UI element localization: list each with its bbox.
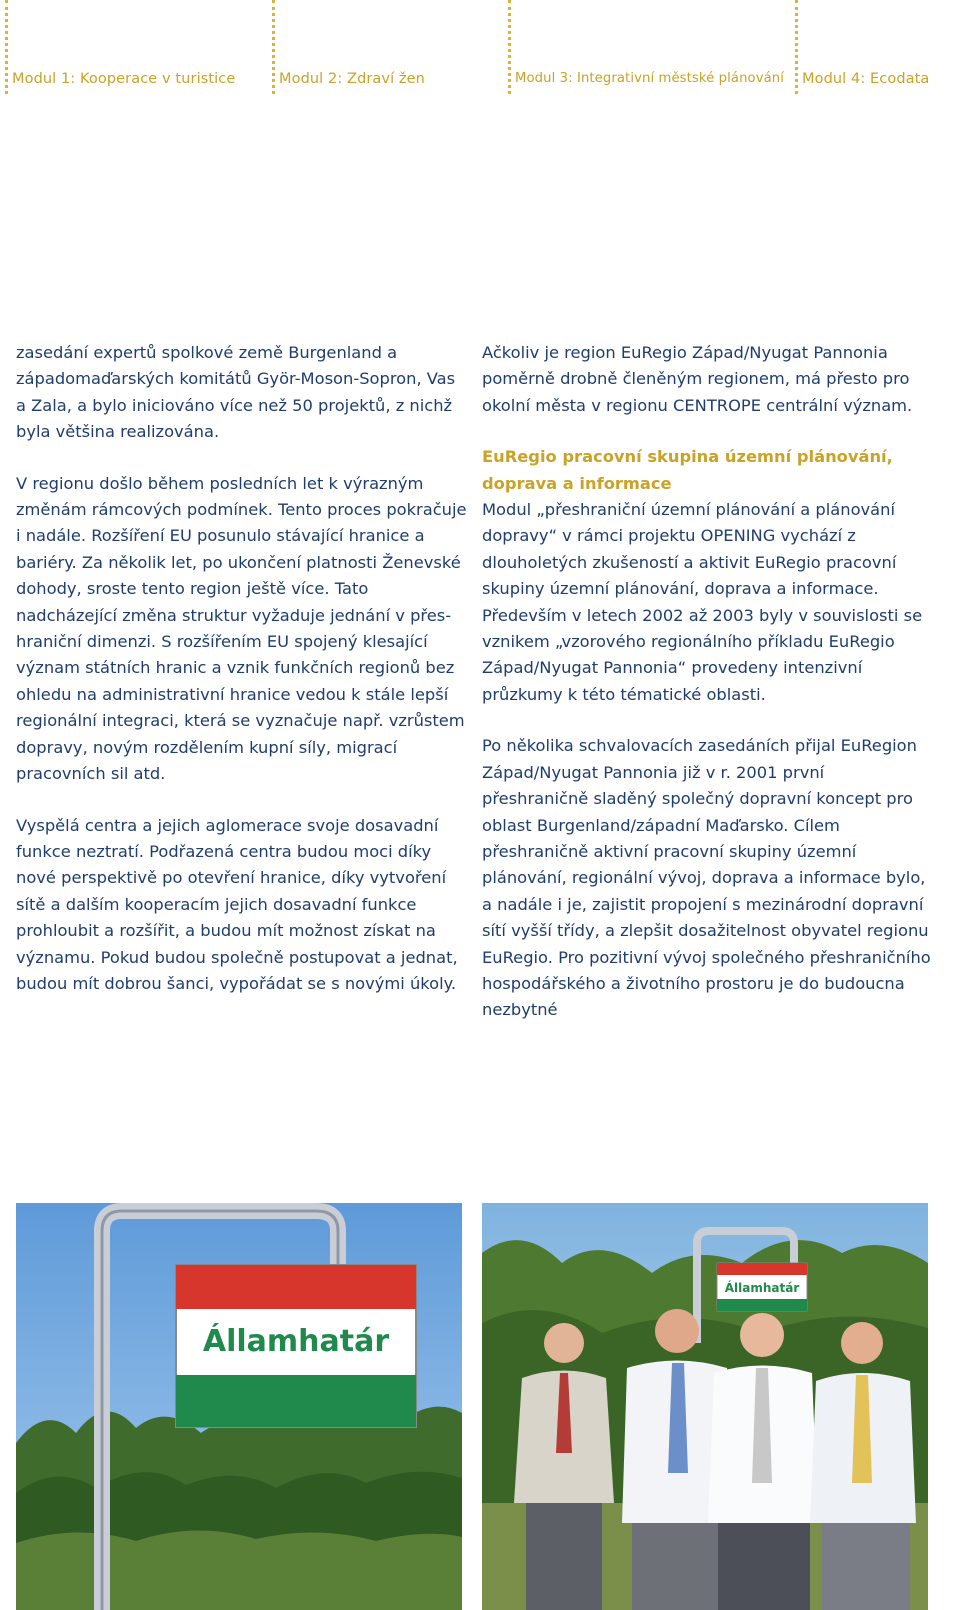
sign-text-left: Államhatár [202,1324,390,1359]
tab-modul-4-label: Modul 4: Ecodata [802,71,930,87]
left-paragraph-3: Vyspělá centra a jejich aglomerace svoje dosavadní funkce neztratí. Podřazená centra budou moci díky nové perspektivě po otevření hranice, díky vytvoření sítě a dalším kooperacím jejich dosavadní funkce prohloubit a rozšířit, a budou mít možnost získat na významu. Pokud budou společně postupovat a jednat, budou mít dobrou šanci, vypořádat se s novými úkoly. [16,815,458,993]
right-column [482,340,934,1049]
right-intro: Ačkoliv je region EuRegio Západ/Nyugat Pannonia poměrně drobně členěným regionem, má přesto pro okolní města v regionu CENTROPE centrální význam. [482,343,913,415]
right-paragraph-1: Modul „přeshraniční územní plánování a plánování dopravy“ v rámci projektu OPENING vychází z dlouholetých zkušeností a aktivit EuRegio pracovní skupiny územní plánování, doprava a informace. Především v letech 2002 až 2003 byly v souvislosti se vznikem „vzorového regionálního příkladu EuRegio Západ/Nyugat Pannonia“ provedeny intenzivní průzkumy k této tématické oblasti. [482,500,923,704]
tab-modul-1-label: Modul 1: Kooperace v turistice [12,71,236,87]
tab-modul-3-label: Modul 3: Integrativní městské plánování [515,71,785,86]
photo-group [482,1203,928,1610]
left-column [16,340,468,1022]
tab-modul-4[interactable] [795,0,930,94]
sign-text-right: Államhatár [724,1281,800,1295]
photo-border-sign [16,1203,462,1610]
section-heading: EuRegio pracovní skupina územní plánování, doprava a informace [482,447,893,493]
left-paragraph-2: V regionu došlo během posledních let k výrazným změnám rámcových podmínek. Tento proces pokračuje i nadále. Rozšíření EU posunulo stávající hranice a bariéry. Za několik let, po ukončení platnosti Ženevské dohody, sroste tento region ještě více. Tato nadcházející změna struktur vyžaduje jednání v přes-hraniční dimenzi. S rozšířením EU spojený klesající význam státních hranic a vznik funkčních regionů bez ohledu na administrativní hranice vedou k stále lepší regionální integraci, která se vyznačuje např. vzrůstem dopravy, novým rozdělením kupní síly, migrací pracovních sil atd. [16,473,467,784]
tab-modul-2[interactable] [272,0,425,94]
tab-modul-3[interactable] [508,0,785,94]
tab-modul-1[interactable] [5,0,236,94]
tab-modul-2-label: Modul 2: Zdraví žen [279,71,425,87]
right-paragraph-2: Po několika schvalovacích zasedáních přijal EuRegion Západ/Nyugat Pannonia již v r. 2001 první přeshraničně sladěný společný dopravní koncept pro oblast Burgenland/západní Maďarsko. Cílem přeshraničně aktivní pracovní skupiny územní plánování, regionální vývoj, doprava a informace bylo, a nadále i je, zajistit propojení s mezinárodní dopravní sítí vyšší třídy, a zlepšit dosažitelnost obyvatel regionu EuRegio. Pro pozitivní vývoj společného přeshraničního hospodářského a životního prostoru je do budoucna nezbytné [482,736,931,1020]
left-paragraph-1: zasedání expertů spolkové země Burgenland a západomaďarských komitátů Györ-Moson-Sopron, Vas a Zala, a bylo iniciováno více než 50 projektů, z nichž byla většina realizována. [16,343,456,442]
